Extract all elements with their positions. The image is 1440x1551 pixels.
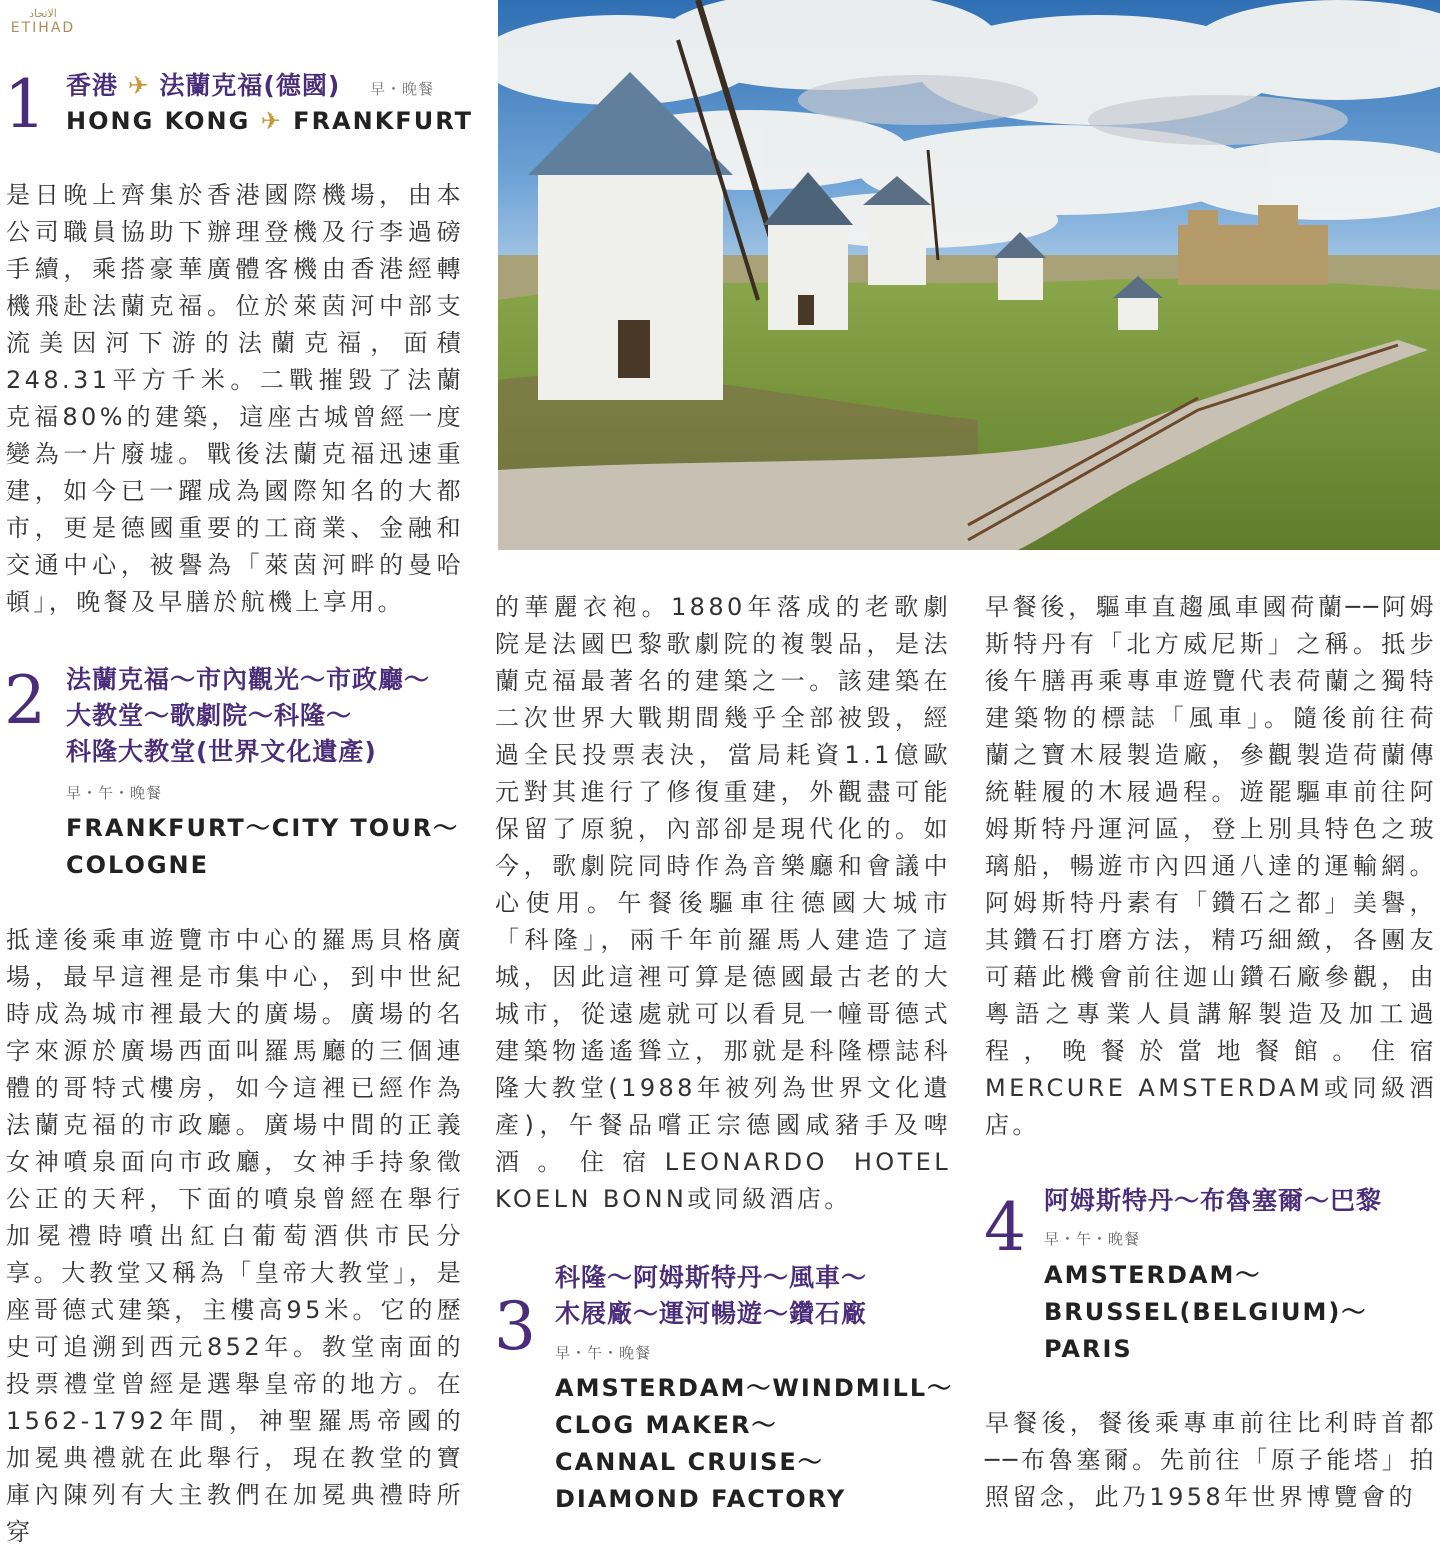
day1-en-destination: FRANKFURT (293, 107, 473, 135)
plane-arrow-icon: ✈ (260, 107, 283, 135)
day3-en-title (555, 1370, 975, 1518)
day4-en-line: AMSTERDAM～ (1044, 1261, 1262, 1289)
day4-en-line: PARIS (1044, 1335, 1133, 1363)
logo-wordmark: ETIHAD (10, 20, 76, 36)
day2-meals: 早・午・晚餐 (66, 784, 163, 802)
day2-zh-line: 科隆大教堂(世界文化遺產) (66, 737, 377, 766)
day4-meals: 早・午・晚餐 (1044, 1230, 1141, 1248)
day3-zh-line: 木屐廠～運河暢遊～鑽石廠 (555, 1299, 868, 1328)
day2-body-col2: 的華麗衣袍。1880年落成的老歌劇院是法國巴黎歌劇院的複製品，是法蘭克福最著名的建築之一。該建築在二次世界大戰期間幾乎全部被毀，經過全民投票表決，當局耗資1.1億歐元對其進行了修復重建，外觀盡可能保留了原貌，內部卻是現代化的。如今，歌劇院同時作為音樂廳和會議中心使用。午餐後驅車往德國大城市「科隆」，兩千年前羅馬人建造了這城，因此這裡可算是德國最古老的大城市，從遠處就可以看見一幢哥德式建築物遙遙聳立，那就是科隆標誌科隆大教堂(1988年被列為世界文化遺產)，午餐品嚐正宗德國咸豬手及啤酒。住宿LEONARDO HOTEL KOELN BONN或同級酒店。 (495, 593, 951, 1213)
day2-en-line: FRANKFURT～CITY TOUR～ (66, 814, 460, 842)
day3-en-line: DIAMOND FACTORY (555, 1485, 847, 1513)
day2-en-title (66, 810, 486, 884)
day3-body: 早餐後，驅車直趨風車國荷蘭──阿姆斯特丹有「北方威尼斯」之稱。抵步後午膳再乘專車遊覽代表荷蘭之獨特建築物的標誌「風車」。隨後前往荷蘭之寶木屐製造廠，參觀製造荷蘭傳統鞋履的木屐過程。遊罷驅車前往阿姆斯特丹運河區，登上別具特色之玻璃船，暢遊市內四通八達的運輸網。阿姆斯特丹素有「鑽石之都」美譽，其鑽石打磨方法，精巧細緻，各團友可藉此機會前往迦山鑽石廠參觀，由粵語之專業人員講解製造及加工過程，晚餐於當地餐館。住宿MERCURE AMSTERDAM或同級酒店。 (985, 593, 1437, 1139)
logo-mark: ﺍﻻﺗﺤﺎﺩ (29, 7, 57, 20)
day4-body: 早餐後，餐後乘專車前往比利時首都──布魯塞爾。先前往「原子能塔」拍照留念，此乃1958年世界博覽會的 (985, 1409, 1437, 1511)
day1-number: 1 (4, 66, 46, 143)
day4-en-title (1044, 1257, 1440, 1368)
day3-en-line: AMSTERDAM～WINDMILL～ (555, 1374, 954, 1402)
windmill-illustration (498, 0, 1440, 550)
day4-zh-line: 阿姆斯特丹～布魯塞爾～巴黎 (1044, 1186, 1383, 1215)
day3-number: 3 (494, 1288, 536, 1365)
day3-meals: 早・午・晚餐 (555, 1344, 652, 1362)
day3-zh-title (555, 1260, 955, 1332)
day1-zh-title (66, 68, 496, 107)
day1-zh-destination: 法蘭克福(德國) (159, 71, 341, 100)
day2-en-line: COLOGNE (66, 851, 210, 879)
day4-number: 4 (984, 1189, 1026, 1266)
etihad-logo (8, 8, 78, 44)
day3-en-line: CLOG MAKER～ (555, 1411, 778, 1439)
day1-en-origin: HONG KONG (66, 107, 251, 135)
day1-body: 是日晚上齊集於香港國際機場，由本公司職員協助下辦理登機及行李過磅手續，乘搭豪華廣體客機由香港經轉機飛赴法蘭克福。位於萊茵河中部支流美因河下游的法蘭克福，面積248.31平方千米。二戰摧毀了法蘭克福80%的建築，這座古城曾經一度變為一片廢墟。戰後法蘭克福迅速重建，如今已一躍成為國際知名的大都市，更是德國重要的工商業、金融和交通中心，被譽為「萊茵河畔的曼哈頓」，晚餐及早膳於航機上享用。 (6, 181, 464, 616)
day1-meals: 早・晚餐 (369, 80, 434, 98)
day1-zh-origin: 香港 (66, 71, 119, 100)
day2-zh-line: 法蘭克福～市內觀光～市政廳～ (66, 665, 431, 694)
day1-en-title (66, 103, 473, 140)
plane-arrow-icon: ✈ (127, 71, 150, 100)
day3-zh-line: 科隆～阿姆斯特丹～風車～ (555, 1263, 868, 1292)
day2-zh-line: 大教堂～歌劇院～科隆～ (66, 701, 353, 730)
day4-zh-title (1044, 1183, 1440, 1219)
day4-en-line: BRUSSEL(BELGIUM)～ (1044, 1298, 1368, 1326)
day2-number: 2 (4, 662, 46, 739)
day2-zh-title (66, 662, 486, 770)
windmill-photo (498, 0, 1440, 550)
day2-body-col1: 抵達後乘車遊覽市中心的羅馬貝格廣場，最早這裡是市集中心，到中世紀時成為城市裡最大的廣場。廣場的名字來源於廣場西面叫羅馬廳的三個連體的哥特式樓房，如今這裡已經作為法蘭克福的市政廳。廣場中間的正義女神噴泉面向市政廳，女神手持象徵公正的天秤，下面的噴泉曾經在舉行加冕禮時噴出紅白葡萄酒供市民分享。大教堂又稱為「皇帝大教堂」，是座哥德式建築，主樓高95米。它的歷史可追溯到西元852年。教堂南面的投票禮堂曾經是選舉皇帝的地方。在1562-1792年間，神聖羅馬帝國的加冕典禮就在此舉行，現在教堂的寶庫內陳列有大主教們在加冕典禮時所穿 (6, 926, 464, 1546)
day3-en-line: CANNAL CRUISE～ (555, 1448, 824, 1476)
